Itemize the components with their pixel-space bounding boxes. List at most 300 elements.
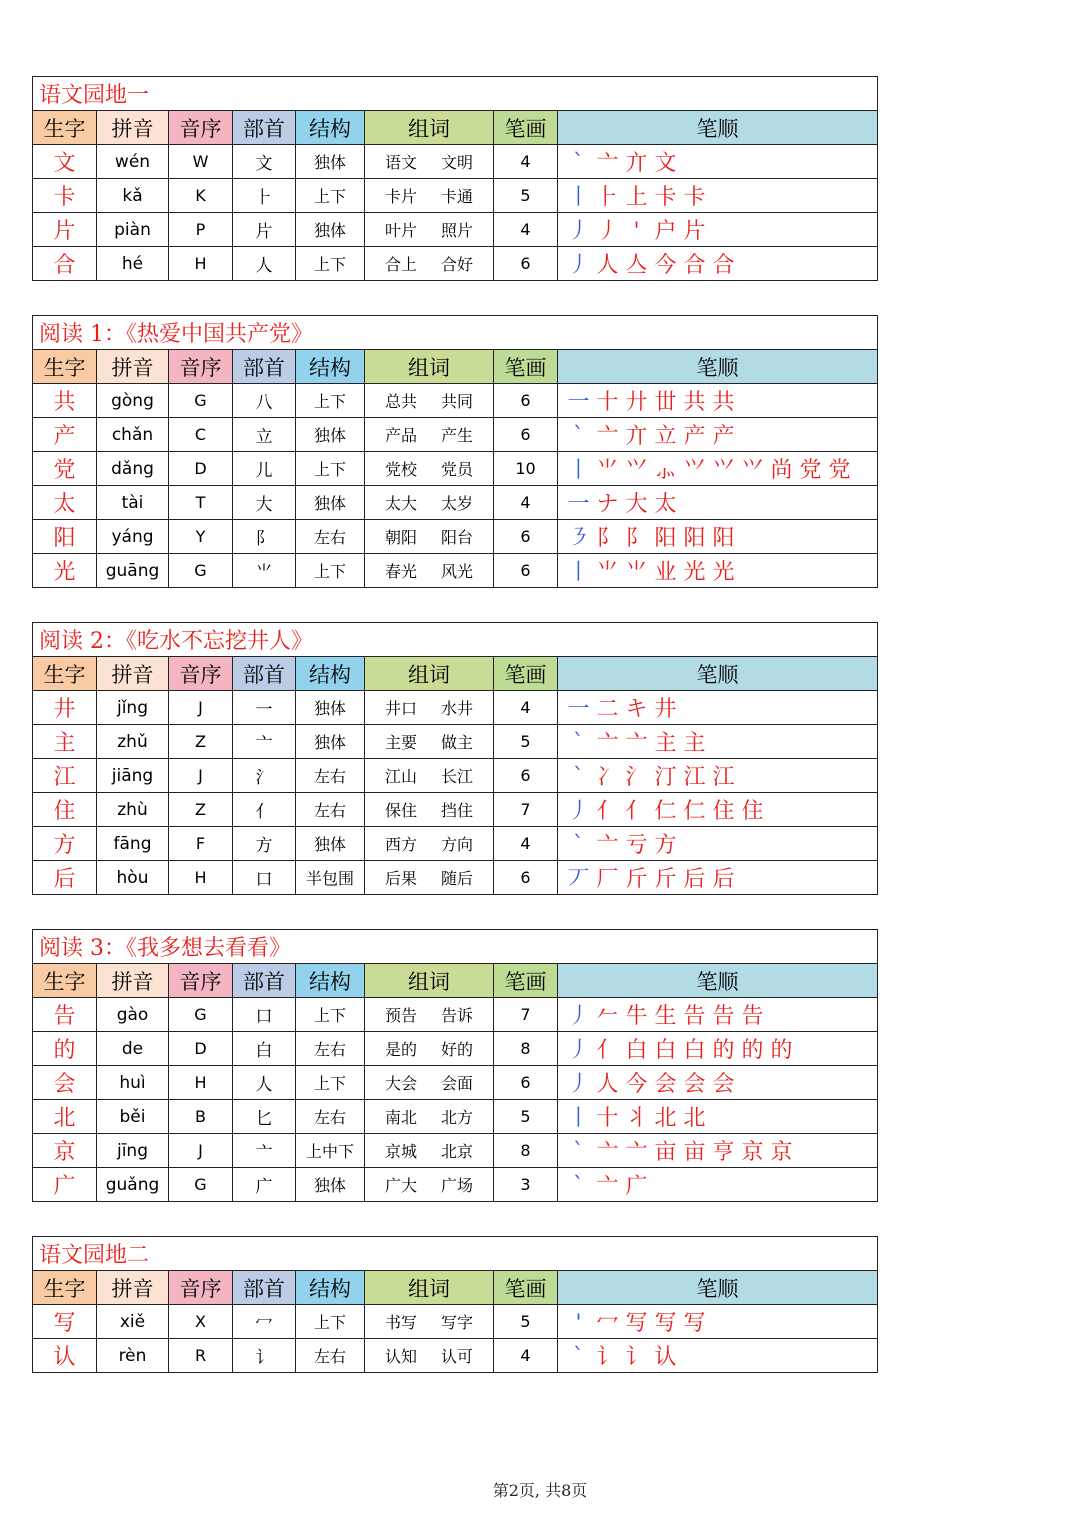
words-cell (365, 486, 494, 520)
words-cell (365, 793, 494, 827)
header-structure: 结构 (296, 350, 365, 384)
character-cell: 江 (33, 759, 97, 793)
header-words: 组词 (365, 111, 494, 145)
stroke-order-sequence: 人 今 会 会 会 (596, 1072, 735, 1097)
stroke-order-first: 丨 (567, 185, 590, 210)
stroke-order-sequence: 亠 亣 文 (596, 151, 677, 176)
word-1: 书写 (384, 1313, 417, 1332)
word-2: 认可 (441, 1347, 474, 1366)
phonetic-order-cell: Z (169, 725, 233, 759)
structure-cell: 上下 (296, 247, 365, 281)
words-cell (365, 179, 494, 213)
stroke-order-cell (558, 1134, 878, 1168)
structure-cell: 上中下 (296, 1134, 365, 1168)
phonetic-order-cell: J (169, 1134, 233, 1168)
pinyin-cell: xiě (97, 1305, 169, 1339)
structure-cell: 独体 (296, 691, 365, 725)
header-words: 组词 (365, 964, 494, 998)
table-row (33, 1134, 878, 1168)
words-cell (365, 554, 494, 588)
radical-cell: 口 (233, 998, 296, 1032)
character-cell: 告 (33, 998, 97, 1032)
header-stroke-order: 笔顺 (558, 350, 878, 384)
words-cell (365, 384, 494, 418)
word-2: 照片 (441, 221, 474, 240)
words-cell (365, 520, 494, 554)
pinyin-cell: de (97, 1032, 169, 1066)
pinyin-cell: jīng (97, 1134, 169, 1168)
chart-sections (32, 76, 877, 1373)
pinyin-cell: jǐng (97, 691, 169, 725)
character-cell: 住 (33, 793, 97, 827)
word-2: 水井 (441, 699, 474, 718)
header-stroke-order: 笔顺 (558, 111, 878, 145)
structure-cell: 左右 (296, 759, 365, 793)
words-cell (365, 827, 494, 861)
lesson-section (32, 76, 877, 281)
pinyin-cell: hòu (97, 861, 169, 895)
table-row (33, 247, 878, 281)
pinyin-cell: yáng (97, 520, 169, 554)
word-2: 方向 (441, 835, 474, 854)
header-char: 生字 (33, 964, 97, 998)
stroke-order-cell (558, 486, 878, 520)
pinyin-cell: hé (97, 247, 169, 281)
stroke-order-cell (558, 1100, 878, 1134)
words-cell (365, 1100, 494, 1134)
pinyin-cell: jiāng (97, 759, 169, 793)
words-cell (365, 861, 494, 895)
character-cell: 片 (33, 213, 97, 247)
table-row (33, 213, 878, 247)
stroke-count-cell: 4 (494, 691, 558, 725)
header-strokes: 笔画 (494, 964, 558, 998)
phonetic-order-cell: Y (169, 520, 233, 554)
word-1: 语文 (384, 153, 417, 172)
stroke-order-first: ` (573, 1345, 584, 1370)
word-1: 认知 (384, 1347, 417, 1366)
phonetic-order-cell: H (169, 247, 233, 281)
word-2: 好的 (441, 1040, 474, 1059)
word-1: 后果 (384, 869, 417, 888)
stroke-order-sequence: 亠 广 (596, 1174, 648, 1199)
stroke-order-sequence: 冫 氵 汀 江 江 (596, 765, 735, 790)
pinyin-cell: rèn (97, 1339, 169, 1373)
table-row (33, 1168, 878, 1202)
words-cell (365, 247, 494, 281)
character-cell: 太 (33, 486, 97, 520)
header-words: 组词 (365, 657, 494, 691)
stroke-count-cell: 6 (494, 759, 558, 793)
pinyin-cell: tài (97, 486, 169, 520)
stroke-order-first: 丿 (567, 1038, 590, 1063)
word-2: 告诉 (441, 1006, 474, 1025)
character-cell: 会 (33, 1066, 97, 1100)
word-2: 阳台 (441, 528, 474, 547)
table-row (33, 725, 878, 759)
stroke-order-first: 一 (567, 390, 590, 415)
pinyin-cell: zhù (97, 793, 169, 827)
word-1: 是的 (384, 1040, 417, 1059)
word-2: 风光 (441, 562, 474, 581)
stroke-order-cell (558, 213, 878, 247)
character-table (32, 76, 878, 281)
header-radical: 部首 (233, 657, 296, 691)
pinyin-cell: chǎn (97, 418, 169, 452)
stroke-count-cell: 5 (494, 179, 558, 213)
phonetic-order-cell: C (169, 418, 233, 452)
word-2: 会面 (441, 1074, 474, 1093)
radical-cell: 口 (233, 861, 296, 895)
stroke-order-first: 丨 (567, 458, 590, 483)
word-1: 产品 (384, 426, 417, 445)
stroke-count-cell: 5 (494, 1100, 558, 1134)
radical-cell: 大 (233, 486, 296, 520)
section-title: 阅读 3：《我多想去看看》 (33, 930, 878, 964)
stroke-order-first: ` (573, 765, 584, 790)
phonetic-order-cell: J (169, 691, 233, 725)
radical-cell: 亠 (233, 1134, 296, 1168)
character-cell: 的 (33, 1032, 97, 1066)
header-radical: 部首 (233, 350, 296, 384)
words-cell (365, 725, 494, 759)
stroke-order-cell (558, 1168, 878, 1202)
radical-cell: 亻 (233, 793, 296, 827)
stroke-order-cell (558, 1339, 878, 1373)
word-1: 保住 (384, 801, 417, 820)
stroke-order-sequence: ナ 大 太 (596, 492, 677, 517)
lesson-section (32, 929, 877, 1202)
character-cell: 共 (33, 384, 97, 418)
word-1: 京城 (384, 1142, 417, 1161)
structure-cell: 上下 (296, 384, 365, 418)
character-cell: 后 (33, 861, 97, 895)
table-row (33, 861, 878, 895)
pinyin-cell: běi (97, 1100, 169, 1134)
table-row (33, 486, 878, 520)
stroke-order-cell (558, 861, 878, 895)
stroke-order-first: 丿 (567, 1072, 590, 1097)
stroke-count-cell: 4 (494, 486, 558, 520)
word-1: 广大 (384, 1176, 417, 1195)
table-row (33, 452, 878, 486)
word-2: 文明 (441, 153, 474, 172)
word-1: 江山 (384, 767, 417, 786)
header-pinyin: 拼音 (97, 964, 169, 998)
word-2: 随后 (441, 869, 474, 888)
stroke-order-sequence: ⺌ ⺌ 业 光 光 (596, 560, 735, 585)
character-cell: 北 (33, 1100, 97, 1134)
words-cell (365, 998, 494, 1032)
word-2: 广场 (441, 1176, 474, 1195)
header-pinyin: 拼音 (97, 111, 169, 145)
pinyin-cell: dǎng (97, 452, 169, 486)
stroke-order-sequence: ⺌ ⺍ ⺗ ⺍ ⺍ ⺍ 尚 党 党 (596, 458, 851, 483)
words-cell (365, 1168, 494, 1202)
stroke-order-sequence: 十 丬 北 北 (596, 1106, 706, 1131)
header-radical: 部首 (233, 964, 296, 998)
header-row (33, 111, 878, 145)
phonetic-order-cell: Z (169, 793, 233, 827)
words-cell (365, 213, 494, 247)
radical-cell: 讠 (233, 1339, 296, 1373)
word-1: 朝阳 (384, 528, 417, 547)
stroke-order-first: ` (573, 833, 584, 858)
stroke-order-first: ' (575, 1311, 582, 1336)
stroke-order-first: 丨 (567, 1106, 590, 1131)
table-row (33, 998, 878, 1032)
word-2: 太岁 (441, 494, 474, 513)
stroke-count-cell: 4 (494, 827, 558, 861)
word-2: 北方 (441, 1108, 474, 1127)
character-table (32, 929, 878, 1202)
table-row (33, 827, 878, 861)
pinyin-cell: zhǔ (97, 725, 169, 759)
stroke-order-first: 丿 (567, 253, 590, 278)
stroke-order-cell (558, 520, 878, 554)
stroke-order-first: ` (573, 424, 584, 449)
radical-cell: 亠 (233, 725, 296, 759)
stroke-order-sequence: 厂 斤 斤 后 后 (596, 867, 735, 892)
phonetic-order-cell: G (169, 1168, 233, 1202)
stroke-order-cell (558, 1305, 878, 1339)
structure-cell: 独体 (296, 145, 365, 179)
table-row (33, 759, 878, 793)
header-order: 音序 (169, 350, 233, 384)
header-radical: 部首 (233, 111, 296, 145)
stroke-count-cell: 4 (494, 213, 558, 247)
stroke-count-cell: 4 (494, 1339, 558, 1373)
table-row (33, 418, 878, 452)
header-words: 组词 (365, 1271, 494, 1305)
stroke-order-sequence: 阝 阝 阳 阳 阳 (596, 526, 735, 551)
phonetic-order-cell: H (169, 1066, 233, 1100)
stroke-order-cell (558, 384, 878, 418)
character-cell: 合 (33, 247, 97, 281)
structure-cell: 独体 (296, 827, 365, 861)
stroke-order-cell (558, 145, 878, 179)
header-stroke-order: 笔顺 (558, 657, 878, 691)
radical-cell: 广 (233, 1168, 296, 1202)
stroke-order-sequence: ⺊ 上 卡 卡 (596, 185, 706, 210)
stroke-count-cell: 6 (494, 247, 558, 281)
stroke-order-sequence: 亠 亠 亩 亩 亨 京 京 (596, 1140, 793, 1165)
header-structure: 结构 (296, 1271, 365, 1305)
words-cell (365, 1032, 494, 1066)
stroke-order-cell (558, 247, 878, 281)
character-cell: 党 (33, 452, 97, 486)
stroke-order-sequence: 亠 亏 方 (596, 833, 677, 858)
phonetic-order-cell: B (169, 1100, 233, 1134)
header-char: 生字 (33, 1271, 97, 1305)
table-row (33, 145, 878, 179)
section-title: 阅读 1：《热爱中国共产党》 (33, 316, 878, 350)
stroke-order-cell (558, 827, 878, 861)
word-2: 卡通 (441, 187, 474, 206)
header-row (33, 1271, 878, 1305)
character-cell: 卡 (33, 179, 97, 213)
stroke-order-cell (558, 725, 878, 759)
structure-cell: 半包围 (296, 861, 365, 895)
stroke-order-cell (558, 418, 878, 452)
character-cell: 认 (33, 1339, 97, 1373)
phonetic-order-cell: J (169, 759, 233, 793)
character-cell: 井 (33, 691, 97, 725)
header-structure: 结构 (296, 657, 365, 691)
table-row (33, 793, 878, 827)
table-row (33, 179, 878, 213)
header-strokes: 笔画 (494, 111, 558, 145)
structure-cell: 独体 (296, 486, 365, 520)
structure-cell: 左右 (296, 520, 365, 554)
section-title: 语文园地二 (33, 1237, 878, 1271)
stroke-order-sequence: 𠂉 牛 生 告 告 告 (596, 1004, 764, 1029)
words-cell (365, 1305, 494, 1339)
radical-cell: 白 (233, 1032, 296, 1066)
word-1: 南北 (384, 1108, 417, 1127)
header-pinyin: 拼音 (97, 1271, 169, 1305)
radical-cell: 人 (233, 247, 296, 281)
character-cell: 文 (33, 145, 97, 179)
words-cell (365, 452, 494, 486)
radical-cell: 片 (233, 213, 296, 247)
structure-cell: 左右 (296, 1339, 365, 1373)
table-row (33, 520, 878, 554)
stroke-count-cell: 7 (494, 998, 558, 1032)
table-row (33, 384, 878, 418)
lesson-section (32, 622, 877, 895)
header-row (33, 350, 878, 384)
header-strokes: 笔画 (494, 657, 558, 691)
stroke-order-first: ㇋ (567, 526, 590, 551)
structure-cell: 上下 (296, 1066, 365, 1100)
stroke-order-cell (558, 1066, 878, 1100)
stroke-count-cell: 6 (494, 384, 558, 418)
stroke-order-first: ` (573, 1140, 584, 1165)
stroke-order-sequence: 二 キ 井 (596, 697, 677, 722)
stroke-order-sequence: 亠 亣 立 产 产 (596, 424, 735, 449)
word-1: 合上 (384, 255, 417, 274)
radical-cell: 八 (233, 384, 296, 418)
header-order: 音序 (169, 964, 233, 998)
stroke-order-sequence: 亻 白 白 白 的 的 的 (596, 1038, 793, 1063)
header-words: 组词 (365, 350, 494, 384)
radical-cell: 阝 (233, 520, 296, 554)
stroke-count-cell: 5 (494, 1305, 558, 1339)
phonetic-order-cell: T (169, 486, 233, 520)
radical-cell: 一 (233, 691, 296, 725)
lesson-section (32, 315, 877, 588)
word-1: 预告 (384, 1006, 417, 1025)
stroke-order-sequence: 亠 亠 主 主 (596, 731, 706, 756)
stroke-order-sequence: 讠 讠 认 (596, 1345, 677, 1370)
table-row (33, 1339, 878, 1373)
stroke-count-cell: 10 (494, 452, 558, 486)
word-1: 总共 (384, 392, 417, 411)
header-char: 生字 (33, 657, 97, 691)
stroke-count-cell: 6 (494, 1066, 558, 1100)
header-order: 音序 (169, 111, 233, 145)
radical-cell: 氵 (233, 759, 296, 793)
stroke-order-cell (558, 554, 878, 588)
lesson-section (32, 1236, 877, 1373)
word-2: 党员 (441, 460, 474, 479)
stroke-order-first: 丿 (567, 799, 590, 824)
structure-cell: 上下 (296, 452, 365, 486)
table-row (33, 1032, 878, 1066)
word-2: 合好 (441, 255, 474, 274)
stroke-order-first: ` (573, 151, 584, 176)
phonetic-order-cell: P (169, 213, 233, 247)
stroke-order-cell (558, 452, 878, 486)
word-1: 大会 (384, 1074, 417, 1093)
pinyin-cell: guāng (97, 554, 169, 588)
word-1: 西方 (384, 835, 417, 854)
word-1: 党校 (384, 460, 417, 479)
structure-cell: 独体 (296, 1168, 365, 1202)
structure-cell: 上下 (296, 1305, 365, 1339)
stroke-order-sequence: 丿 ' 户 片 (596, 219, 706, 244)
structure-cell: 上下 (296, 179, 365, 213)
stroke-order-first: 丿 (567, 219, 590, 244)
word-1: 叶片 (384, 221, 417, 240)
phonetic-order-cell: G (169, 998, 233, 1032)
stroke-order-first: ` (573, 731, 584, 756)
header-structure: 结构 (296, 964, 365, 998)
phonetic-order-cell: D (169, 1032, 233, 1066)
header-strokes: 笔画 (494, 350, 558, 384)
header-radical: 部首 (233, 1271, 296, 1305)
page-footer: 第2页, 共8页 (492, 1481, 588, 1500)
stroke-order-first: 丿 (567, 1004, 590, 1029)
words-cell (365, 1134, 494, 1168)
structure-cell: 左右 (296, 1100, 365, 1134)
pinyin-cell: wén (97, 145, 169, 179)
pinyin-cell: guǎng (97, 1168, 169, 1202)
stroke-count-cell: 7 (494, 793, 558, 827)
header-order: 音序 (169, 657, 233, 691)
word-2: 写字 (441, 1313, 474, 1332)
header-char: 生字 (33, 111, 97, 145)
word-1: 主要 (384, 733, 417, 752)
phonetic-order-cell: D (169, 452, 233, 486)
pinyin-cell: huì (97, 1066, 169, 1100)
radical-cell: 立 (233, 418, 296, 452)
radical-cell: 冖 (233, 1305, 296, 1339)
words-cell (365, 418, 494, 452)
stroke-count-cell: 8 (494, 1032, 558, 1066)
stroke-order-cell (558, 793, 878, 827)
stroke-order-sequence: 十 廾 丗 共 共 (596, 390, 735, 415)
section-title: 语文园地一 (33, 77, 878, 111)
word-1: 卡片 (384, 187, 417, 206)
word-2: 产生 (441, 426, 474, 445)
character-cell: 方 (33, 827, 97, 861)
header-strokes: 笔画 (494, 1271, 558, 1305)
header-char: 生字 (33, 350, 97, 384)
character-cell: 产 (33, 418, 97, 452)
word-2: 共同 (441, 392, 474, 411)
words-cell (365, 759, 494, 793)
table-row (33, 1066, 878, 1100)
table-row (33, 554, 878, 588)
word-1: 太大 (384, 494, 417, 513)
stroke-order-first: 丨 (567, 560, 590, 585)
stroke-order-first: 一 (567, 697, 590, 722)
stroke-count-cell: 6 (494, 861, 558, 895)
stroke-order-cell (558, 691, 878, 725)
word-1: 春光 (384, 562, 417, 581)
